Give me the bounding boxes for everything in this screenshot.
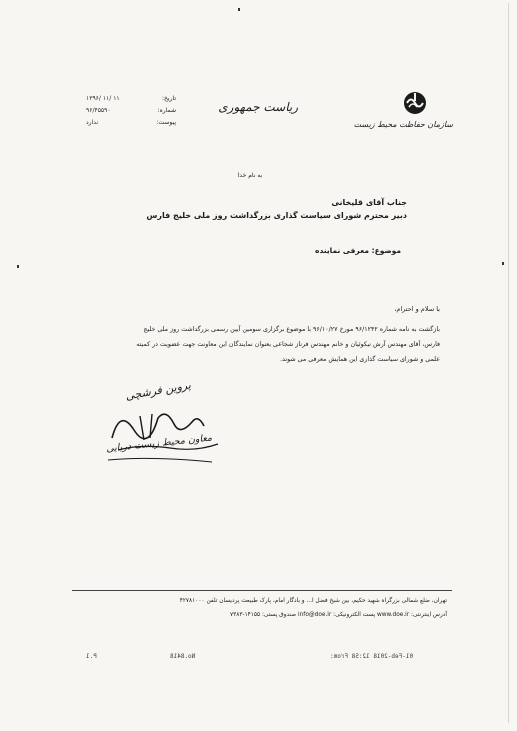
doe-emblem-icon <box>378 90 453 120</box>
attachment-value: ندارد <box>86 118 99 126</box>
letter-body <box>70 322 440 367</box>
footer-address: تهران، ضلع شمالی بزرگراه شهید حکیم، بین شیخ فضل ا... و بادگار امام، پارک طبیعت پردیسان تلفن ۴۲۷۸۱۰۰۰ <box>179 598 447 604</box>
fax-timestamp: 01-Feb-2018 12:58 From: <box>330 653 414 660</box>
presidency-emblem-text: ریاست جمهوری <box>218 100 298 114</box>
signatory-name: پروین فرشچی <box>124 378 192 403</box>
date-value: ۱۳۹۶/ ۱۱/ ۱۱ <box>86 94 120 102</box>
signature-block <box>100 378 230 478</box>
greeting: با سلام و احترام، <box>394 305 440 313</box>
doe-logo <box>353 90 453 135</box>
meta-date-row <box>86 92 176 104</box>
body-line: فارس، آقای مهندس آرش نیکوئیان و خانم مهندس فرناز شجاعی بعنوان نمایندگان این معاونت جهت عضویت در کمیته <box>136 341 440 348</box>
number-value: ۹۶/۴۵۵۹۰ <box>86 106 111 114</box>
body-line: بازگشت به نامه شماره ۹۶/۱۲۴۲ مورخ ۹۶/۱۰/۲۷ با موضوع برگزاری سومین آیین رسمی بزرگداشت روز ملی خلیج <box>143 326 440 333</box>
meta-number-row <box>86 104 176 116</box>
attachment-label: پیوست: <box>156 118 176 126</box>
invocation: به نام خدا <box>237 172 263 179</box>
recipient-name: جناب آقای قلیخانی <box>331 198 407 207</box>
footer-divider <box>72 590 452 591</box>
scan-speck <box>502 262 504 265</box>
fax-page-number: P.1 <box>86 653 97 660</box>
signatory-title: معاون محیط زیست دریایی <box>105 432 213 455</box>
date-label: تاریخ: <box>162 94 176 102</box>
number-label: شماره: <box>157 106 176 114</box>
scan-speck <box>238 8 240 11</box>
body-line: علمی و شورای سیاست گذاری این همایش معرفی می شوند. <box>280 356 440 363</box>
subject-line: موضوع: معرفی نماینده <box>315 246 401 255</box>
letter-meta <box>86 92 176 128</box>
organization-name: سازمان حفاظت محیط زیست <box>353 120 453 129</box>
footer-contacts: آدرس اینترنتی: www.doe.ir پست الکترونیکی: info@doe.ir صندوق پستی: ۱۴۱۵۵-۷۳۸۳ <box>230 612 447 618</box>
meta-attachment-row <box>86 116 176 128</box>
fax-sequence: No.8418 <box>170 653 196 660</box>
recipient-title: دبیر محترم شورای سیاست گذاری بزرگداشت روز ملی خلیج فارس <box>146 211 407 220</box>
scan-speck <box>17 265 19 268</box>
